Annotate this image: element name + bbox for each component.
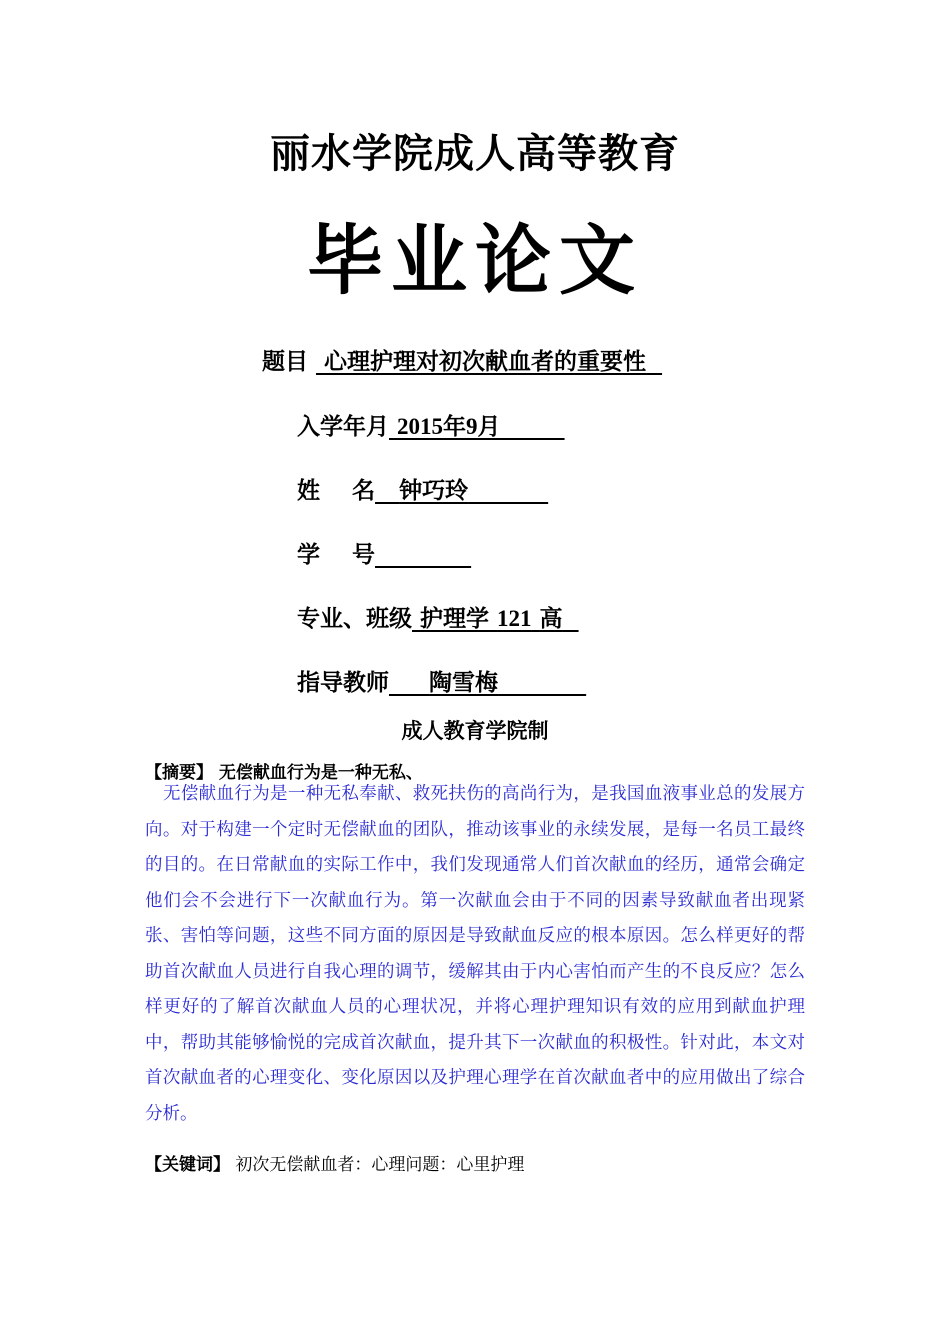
field-advisor-label: 指导教师	[297, 670, 389, 696]
thesis-type-title: 毕业论文	[307, 216, 643, 305]
field-title-value: 心理护理对初次献血者的重要性	[324, 349, 647, 375]
field-advisor	[297, 664, 586, 697]
field-title-label: 题目	[262, 349, 308, 375]
keywords-line	[145, 1150, 524, 1175]
college-label: 成人教育学院制	[401, 719, 549, 743]
field-student-id-value	[375, 542, 471, 568]
field-name-label: 姓 名	[297, 478, 376, 504]
field-advisor-value: 陶雪梅	[429, 670, 499, 696]
field-major-class	[297, 600, 579, 633]
field-enrollment	[297, 408, 565, 441]
abstract-label: 【摘要】	[145, 763, 213, 783]
keywords-text: 初次无偿献血者：心理问题：心里护理	[235, 1155, 525, 1175]
field-major-class-label: 专业、班级	[297, 606, 412, 632]
field-major-class-value: 护理学 121 高	[420, 606, 563, 632]
keywords-label: 【关键词】	[145, 1155, 230, 1175]
field-name-value: 钟巧玲	[399, 478, 469, 504]
field-title	[262, 343, 662, 376]
abstract-body: 无偿献血行为是一种无私奉献、救死扶伤的高尚行为，是我国血液事业总的发展方向。对于构建一个定时无偿献血的团队，推动该事业的永续发展，是每一名员工最终的目的。在日常献血的实际工作中，我们发现通常人们首次献血的经历，通常会确定他们会不会进行下一次献血行为。第一次献血会由于不同的因素导致献血者出现紧张、害怕等问题，这些不同方面的原因是导致献血反应的根本原因。怎么样更好的帮助首次献血人员进行自我心理的调节，缓解其由于内心害怕而产生的不良反应？怎么样更好的了解首次献血人员的心理状况，并将心理护理知识有效的应用到献血护理中，帮助其能够愉悦的完成首次献血，提升其下一次献血的积极性。针对此，本文对首次献血者的心理变化、变化原因以及护理心理学在首次献血者中的应用做出了综合分析。	[145, 784, 805, 1124]
field-enrollment-label: 入学年月	[297, 414, 389, 440]
abstract-lead: 无偿献血行为是一种无私、	[218, 763, 423, 783]
field-enrollment-value: 2015年9月	[397, 414, 501, 440]
field-student-id	[297, 536, 471, 569]
field-name	[297, 472, 548, 505]
field-student-id-label: 学 号	[297, 542, 376, 568]
school-title: 丽水学院成人高等教育	[270, 131, 680, 177]
